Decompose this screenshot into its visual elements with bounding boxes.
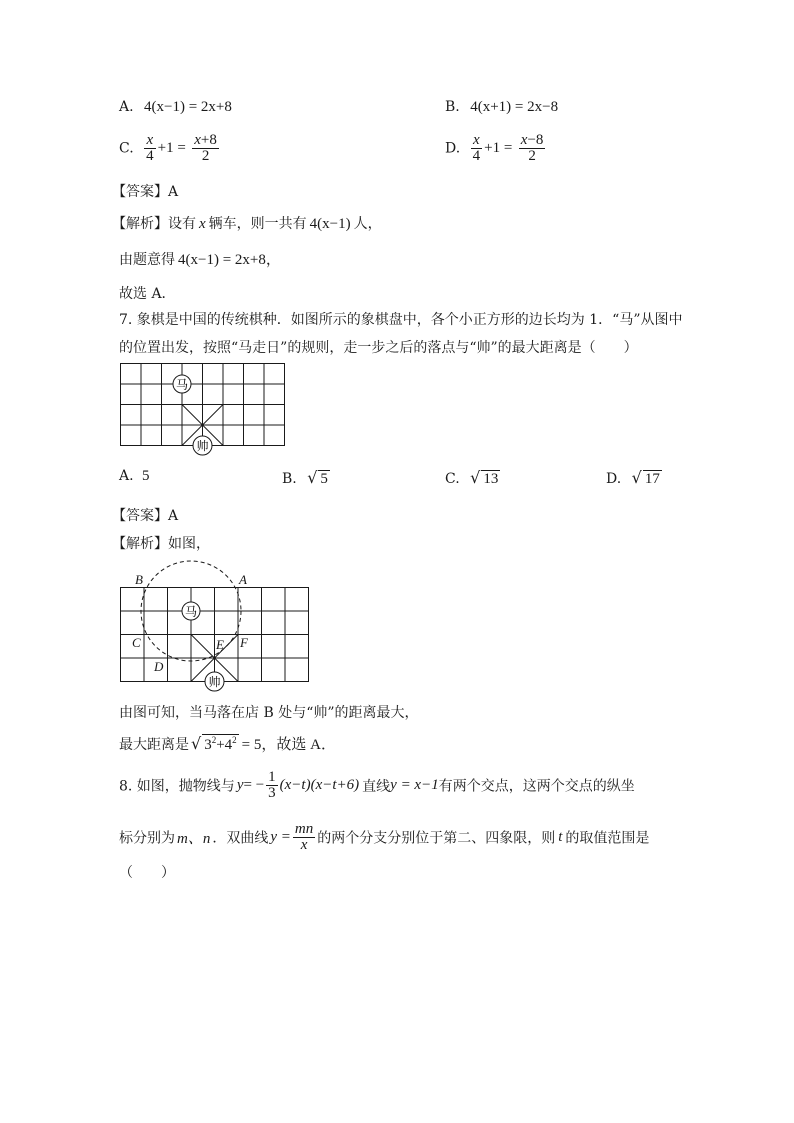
q6-analysis: 【解析】设有 x 辆车，则一共有 4(x−1) 人， xyxy=(112,216,382,232)
q6-option-b xyxy=(445,99,558,116)
q8-stem-line1: 8. 如图，抛物线与 y= − $\frac{1}{3}$ (x−t)(x−t+6) 直线y = x−1有两个交点，这两个交点的纵坐 xyxy=(119,769,635,801)
q6-equation-step: 由题意得 4(x−1) = 2x+8， xyxy=(119,252,281,268)
marshal-label: 帅 xyxy=(208,675,221,689)
q7-option-c: C. √ 13 xyxy=(445,468,499,487)
q6-option-c: C. $\frac{x}{4}$ +1 = $\frac{x+8}{2}$ xyxy=(119,132,217,164)
solution-figure xyxy=(115,567,315,697)
q7-stem-line2: 的位置出发，按照“马走日”的规则，走一步之后的落点与“帅”的最大距离是（ ） xyxy=(119,340,638,356)
chessboard-figure xyxy=(119,360,289,460)
option-label: B. xyxy=(445,99,460,115)
q7-option-d: D. √ 17 xyxy=(606,468,660,487)
point-label-c: C xyxy=(132,635,141,650)
q7-answer: 【答案】A xyxy=(112,508,179,524)
horse-label: 马 xyxy=(175,377,189,392)
point-label-a: A xyxy=(239,572,247,587)
q7-stem-line1: 7. 象棋是中国的传统棋种．如图所示的象棋盘中，各个小正方形的边长均为 1．“马”从图中 xyxy=(119,312,683,328)
q7-option-b: B. √ 5 xyxy=(282,468,328,487)
q6-conclusion: 故选 A． xyxy=(119,286,176,302)
q6-option-a xyxy=(119,99,232,116)
q8-answer-bracket: （ ） xyxy=(119,865,175,881)
option-b-expression: 4(x+1) = 2x−8 xyxy=(470,99,559,115)
q7-option-a: A. 5 xyxy=(119,468,150,484)
option-a-expression: 4(x−1) = 2x+8 xyxy=(144,99,232,115)
q6-answer: 【答案】A xyxy=(112,184,179,200)
q7-analysis: 【解析】如图， xyxy=(112,536,210,552)
option-label: D. xyxy=(445,140,461,157)
point-label-f: F xyxy=(240,635,248,650)
option-label: A. xyxy=(119,99,134,115)
point-label-b: B xyxy=(135,572,143,587)
q8-stem-line2: 标分别为 m、n ．双曲线 y = $\frac{mn}{x}$ 的两个分支分别位于第二、四象限，则 t 的取值范围是 xyxy=(119,821,650,853)
q7-explain-line1: 由图可知，当马落在店 B 处与“帅”的距离最大， xyxy=(119,705,419,721)
option-label: C. xyxy=(119,140,134,157)
marshal-label: 帅 xyxy=(196,439,209,453)
point-label-e: E xyxy=(216,637,224,652)
q7-explain-line2: 最大距离是 √ $3^2+4^2 = 5$，故选 A． xyxy=(119,734,336,753)
q6-option-d: D. $\frac{x}{4}$ +1 = $\frac{x-8}{2}$ xyxy=(445,132,544,164)
horse-label: 马 xyxy=(184,604,198,619)
point-label-d: D xyxy=(154,659,164,674)
